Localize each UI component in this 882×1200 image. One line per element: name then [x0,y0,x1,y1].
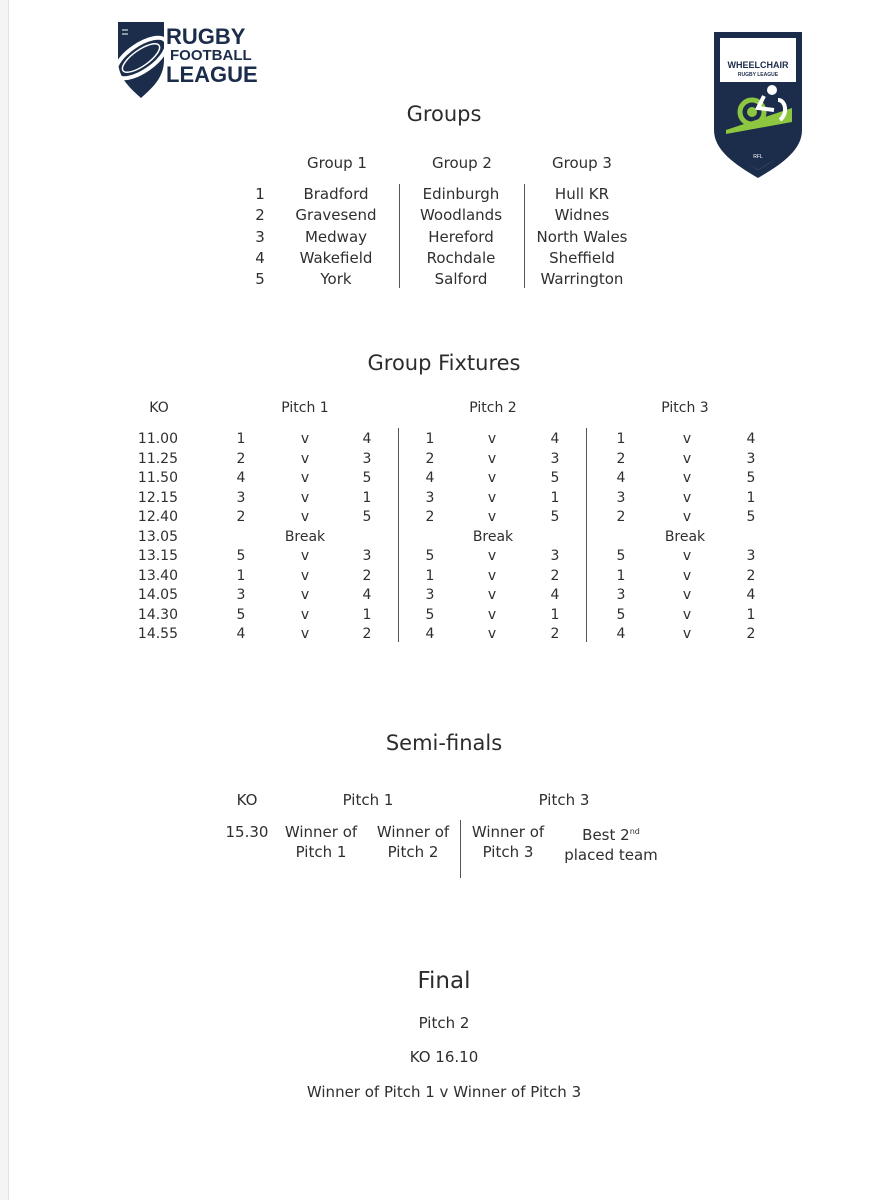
fixture-home-team: 1 [425,567,435,584]
fixture-vs: v [682,626,692,642]
group-team-cell: Bradford [303,185,369,203]
group-team-cell: Hereford [428,227,494,246]
group-seed: 5 [255,270,265,289]
semi1-away-line1: Winner of [376,823,450,841]
fixture-home-team: 1 [236,567,246,584]
fixture-vs: v [682,509,692,525]
fixture-home-team: 3 [425,587,435,603]
semi2-away-line1-wrap [551,822,671,845]
fixture-home-team: 5 [425,548,435,564]
fixture-ko-time: 14.05 [137,587,178,603]
fixture-vs: v [487,626,497,642]
fixture-break: Break [284,528,326,545]
groups-divider-2 [524,184,525,288]
group-team-cell: Edinburgh [422,185,500,203]
fixture-home-team: 3 [236,587,246,603]
group-team-cell: Rochdale [426,248,496,267]
fixture-home-team: 2 [616,509,626,525]
fixture-away-team: 4 [362,431,372,447]
fixture-vs: v [487,548,497,564]
fixture-away-team: 3 [362,548,372,564]
fixture-home-team: 2 [425,509,435,525]
fixture-home-team: 5 [236,606,246,623]
rfl-shield-icon [112,20,170,100]
group-header-1: Group 1 [307,154,367,172]
fixture-vs: v [682,548,692,564]
semis-ko-time: 15.30 [225,823,269,841]
rfl-word-rugby: RUGBY [166,24,246,49]
group-seed: 1 [255,185,265,203]
fixture-vs: v [682,470,692,486]
fixtures-pitch-header-2: Pitch 2 [469,400,517,416]
rfl-logo [112,20,258,100]
semi1-home-line1: Winner of [284,823,358,841]
fixture-away-team: 5 [746,470,756,486]
fixture-away-team: 1 [746,606,756,623]
fixture-away-team: 4 [550,431,560,447]
fixture-vs: v [487,509,497,525]
group-team-cell: Wakefield [299,248,373,267]
fixture-ko-time: 11.00 [137,431,178,447]
semi2-away-line1: Best 2 [582,826,630,844]
fixture-home-team: 3 [425,489,435,506]
fixture-away-team: 2 [550,567,560,584]
group-team-cell: Woodlands [419,206,503,225]
group-team-cell: Warrington [540,270,624,289]
group-team-cell: Salford [434,270,488,289]
fixture-ko-time: 14.55 [137,626,178,642]
fixture-away-team: 5 [550,470,560,486]
semi1-home-line2: Pitch 1 [295,843,347,861]
fixture-away-team: 4 [362,587,372,603]
group-team-cell: Medway [304,227,368,246]
fixture-ko-time: 11.50 [137,470,178,486]
fixture-home-team: 3 [616,489,626,506]
fixture-vs: v [300,470,310,486]
fixture-away-team: 1 [746,489,756,506]
fixture-vs: v [682,450,692,467]
fixture-away-team: 4 [746,587,756,603]
semis-ko-header: KO [236,791,258,809]
fixture-home-team: 1 [616,431,626,447]
fixture-vs: v [487,489,497,506]
group-team-cell: Sheffield [549,248,615,267]
groups-divider-1 [399,184,400,288]
fixture-vs: v [300,489,310,506]
fixture-vs: v [300,587,310,603]
final-title: Final [417,968,471,994]
semis-title: Semi-finals [385,731,503,755]
fixture-home-team: 2 [425,450,435,467]
fixture-away-team: 1 [550,606,560,623]
fixture-home-team: 4 [236,470,246,486]
fixture-vs: v [487,470,497,486]
semi2-home-line1: Winner of [471,823,545,841]
fixture-home-team: 2 [616,450,626,467]
fixture-home-team: 4 [236,626,246,642]
fixture-home-team: 5 [616,548,626,564]
fixture-vs: v [487,431,497,447]
fixture-vs: v [682,489,692,506]
fixture-vs: v [487,450,497,467]
fixture-home-team: 4 [616,626,626,642]
fixture-away-team: 2 [362,626,372,642]
fixture-break: Break [664,528,706,545]
fixture-away-team: 5 [362,509,372,525]
fixture-vs: v [300,567,310,584]
fixtures-pitch-header-1: Pitch 1 [281,400,329,416]
semi1-home [271,822,371,862]
fixtures-title: Group Fixtures [367,351,521,375]
fixture-away-team: 4 [746,431,756,447]
fixture-ko-time: 11.25 [137,450,178,467]
fixture-away-team: 3 [746,450,756,467]
wheelchair-logo-line2: RUGBY LEAGUE [737,72,779,78]
fixture-away-team: 3 [550,450,560,467]
fixture-ko-time: 12.15 [137,489,178,506]
rfl-word-football: FOOTBALL [170,47,252,64]
fixture-vs: v [682,431,692,447]
semi2-home-line2: Pitch 3 [482,843,534,861]
semi1-away-line2: Pitch 2 [387,843,439,861]
fixture-home-team: 4 [425,470,435,486]
groups-title: Groups [406,102,482,126]
fixture-ko-time: 13.40 [137,567,178,584]
fixture-away-team: 2 [550,626,560,642]
fixture-away-team: 2 [746,567,756,584]
fixture-home-team: 3 [616,587,626,603]
group-team-cell: Hull KR [554,185,610,203]
semi2-home [458,822,558,862]
fixture-away-team: 1 [550,489,560,506]
group-seed: 2 [255,206,265,225]
wheelchair-logo-mark: RFL [753,154,763,160]
semi2-away [551,822,671,865]
fixture-ko-time: 12.40 [137,509,178,525]
rfl-word-league: LEAGUE [166,62,258,87]
fixture-vs: v [300,450,310,467]
fixture-vs: v [300,626,310,642]
fixture-ko-time: 14.30 [137,606,178,623]
group-team-cell: York [320,270,352,289]
fixture-home-team: 3 [236,489,246,506]
semi2-away-line2: placed team [564,846,658,864]
fixture-home-team: 4 [425,626,435,642]
fixtures-divider-1 [398,428,399,642]
fixture-home-team: 2 [236,450,246,467]
fixture-vs: v [300,431,310,447]
fixture-home-team: 2 [236,509,246,525]
semi1-away [363,822,463,862]
wheelchair-logo-line1: WHEELCHAIR [727,60,789,70]
fixture-vs: v [300,548,310,564]
fixture-home-team: 1 [616,567,626,584]
final-ko: KO 16.10 [409,1048,479,1066]
fixture-away-team: 1 [362,489,372,506]
fixture-away-team: 5 [746,509,756,525]
fixture-home-team: 5 [236,548,246,564]
group-seed: 3 [255,227,265,246]
fixture-away-team: 5 [550,509,560,525]
fixture-away-team: 5 [362,470,372,486]
fixture-vs: v [487,587,497,603]
fixture-away-team: 3 [746,548,756,564]
fixture-home-team: 1 [236,431,246,447]
group-seed: 4 [255,248,265,267]
fixture-home-team: 5 [616,606,626,623]
fixture-ko-time: 13.05 [137,528,178,545]
fixture-away-team: 3 [362,450,372,467]
wheelchair-rugby-league-logo [712,30,804,180]
fixture-home-team: 4 [616,470,626,486]
group-team-cell: Gravesend [295,206,377,225]
fixture-vs: v [682,567,692,584]
semis-pitch1-header: Pitch 1 [342,791,394,809]
fixture-vs: v [682,606,692,623]
fixture-away-team: 3 [550,548,560,564]
final-match: Winner of Pitch 1 v Winner of Pitch 3 [306,1083,582,1101]
group-header-3: Group 3 [552,154,612,172]
fixture-home-team: 1 [425,431,435,447]
semis-pitch3-header: Pitch 3 [538,791,590,809]
fixture-vs: v [300,509,310,525]
fixture-break: Break [472,528,514,545]
fixture-vs: v [487,606,497,623]
fixture-vs: v [487,567,497,584]
fixture-home-team: 5 [425,606,435,623]
group-team-cell: Widnes [554,206,610,225]
semi2-away-superscript: nd [629,827,640,836]
fixture-vs: v [300,606,310,623]
fixture-away-team: 2 [746,626,756,642]
group-header-2: Group 2 [432,154,492,172]
fixture-away-team: 1 [362,606,372,623]
fixtures-pitch-header-3: Pitch 3 [661,400,709,416]
fixture-vs: v [682,587,692,603]
group-team-cell: North Wales [536,227,628,246]
final-pitch: Pitch 2 [418,1014,470,1032]
fixture-away-team: 4 [550,587,560,603]
fixtures-divider-2 [586,428,587,642]
fixture-ko-time: 13.15 [137,548,178,564]
fixtures-ko-header: KO [149,400,169,416]
fixture-away-team: 2 [362,567,372,584]
